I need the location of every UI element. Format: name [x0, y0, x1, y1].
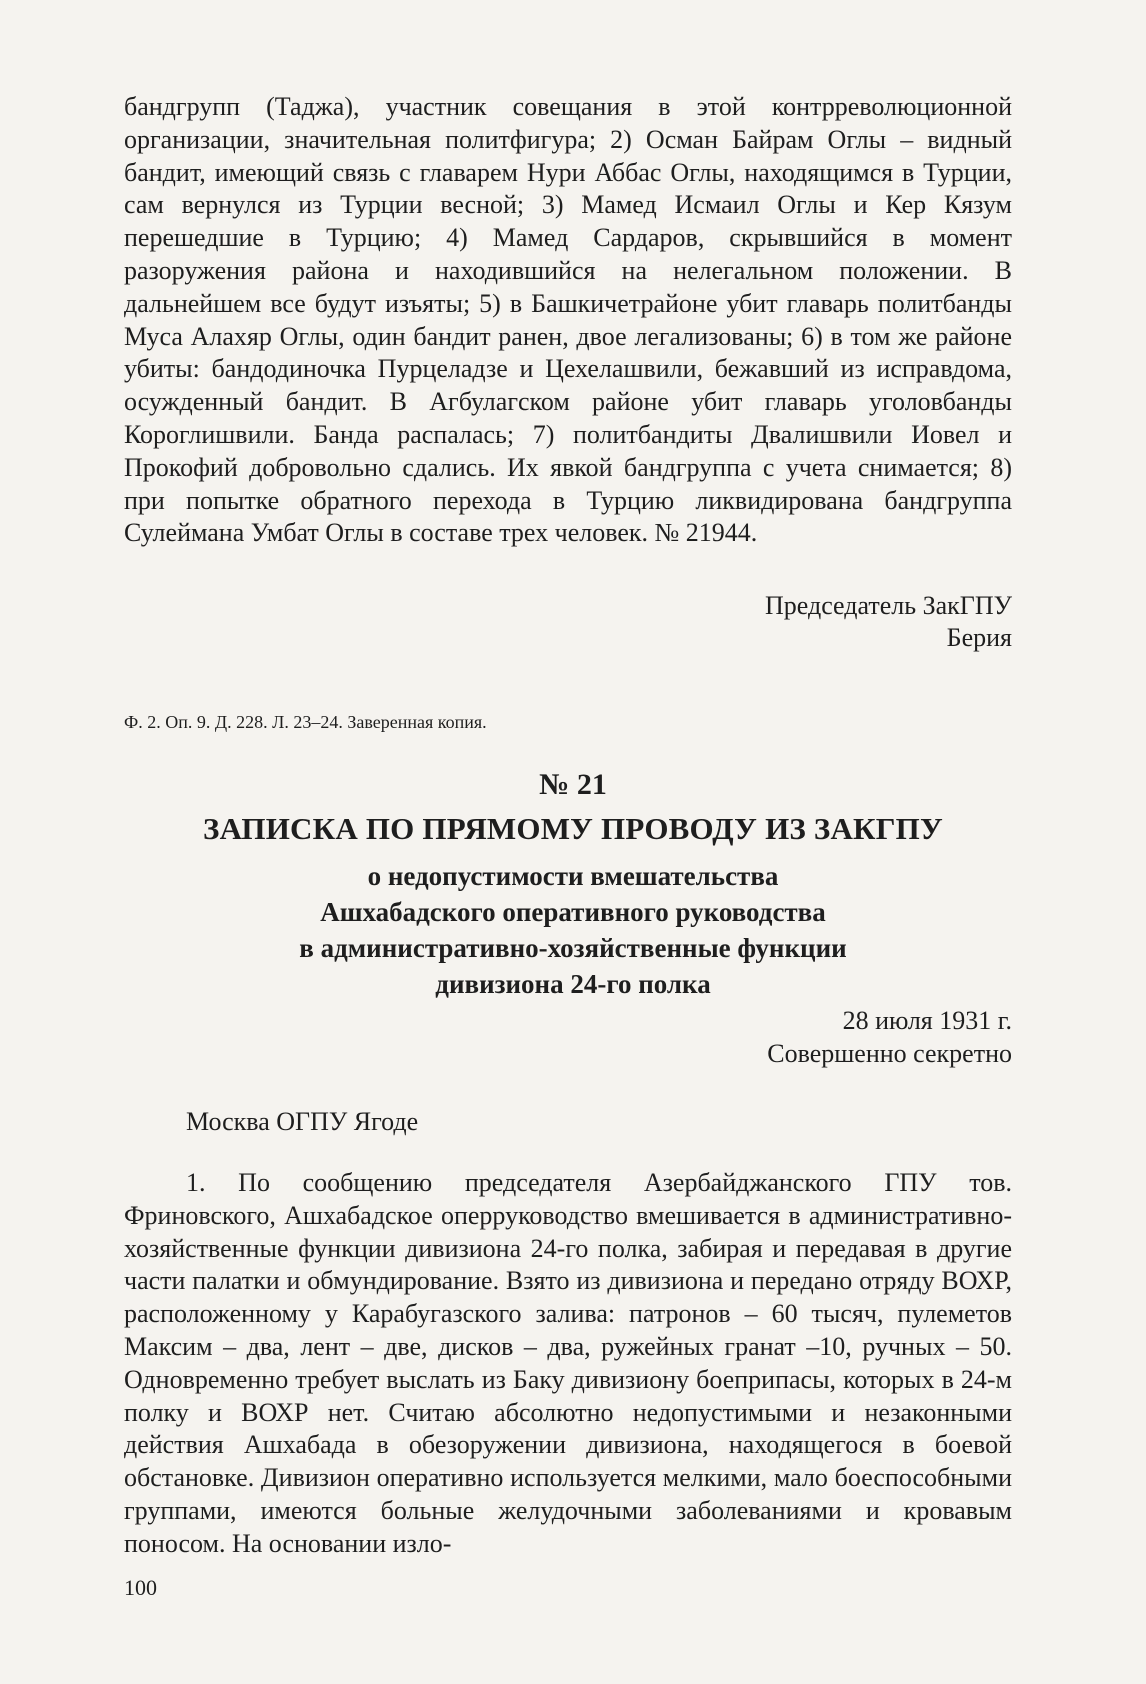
signature-title: Председатель ЗакГПУ: [765, 591, 1012, 620]
dateline: [767, 1004, 1012, 1070]
document-title: ЗАПИСКА ПО ПРЯМОМУ ПРОВОДУ ИЗ ЗАКГПУ: [203, 811, 943, 846]
document-number: № 21: [539, 768, 607, 801]
body-paragraph: 1. По сообщению председателя Азербайджанского ГПУ тов. Фриновского, Ашхабадское оперруководство вмешивается в административно-хозяйственные функции дивизиона 24-го полка, забирая и передавая в другие части палатки и обмундирование. Взято из дивизиона и передано отряду ВОХР, расположенному у Карабугазского залива: патронов – 60 тысяч, пулеметов Максим – два, лент – две, дисков – два, ружейных гранат –10, ручных – 50. Одновременно требует выслать из Баку дивизиону боеприпасы, которых в 24-м полку и ВОХР нет. Считаю абсолютно недопустимыми и незаконными действия Ашхабада в обезоружении дивизиона, находящегося в боевой обстановке. Дивизион оперативно используется мелкими, мало боеспособными группами, имеются больные желудочными заболеваниями и кровавым поносом. На основании изло-: [124, 1168, 1012, 1558]
subtitle-line: в административно-хозяйственные функции: [299, 933, 847, 963]
previous-document-body: [124, 91, 1012, 550]
document-body: [124, 1167, 1012, 1561]
continuation-paragraph: бандгрупп (Таджа), участник совещания в этой контрреволюционной организации, значительная политфигура; 2) Осман Байрам Оглы – видный бандит, имеющий связь с главарем Нури Аббас Оглы, находящимся в Турции, сам вернулся из Турции весной; 3) Мамед Исмаил Оглы и Кер Кязум перешедшие в Турцию; 4) Мамед Сардаров, скрывшийся в момент разоружения района и находившийся на нелегальном положении. В дальнейшем все будут изъяты; 5) в Башкичетрайоне убит главарь политбанды Муса Алахяр Оглы, один бандит ранен, двое легализованы; 6) в том же районе убиты: бандодиночка Пурцеладзе и Цехелашвили, бежавший из исправдома, осужденный бандит. В Агбулагском районе убит главарь уголовбанды Короглишвили. Банда распалась; 7) политбандиты Двалишвили Иовел и Прокофий добровольно сдались. Их явкой бандгруппа с учета снимается; 8) при попытке обратного перехода в Турцию ликвидирована бандгруппа Сулеймана Умбат Оглы в составе трех человек. № 21944.: [124, 92, 1012, 548]
signature-block: [765, 590, 1012, 654]
signature-name: Берия: [946, 623, 1012, 652]
page-number: 100: [124, 1575, 157, 1600]
subtitle-line: дивизиона 24-го полка: [435, 969, 711, 999]
classification-stamp: Совершенно секретно: [767, 1039, 1012, 1068]
subtitle-line: о недопустимости вмешательства: [367, 861, 779, 891]
subtitle-line: Ашхабадского оперативного руководства: [320, 897, 826, 927]
document-date: 28 июля 1931 г.: [842, 1006, 1012, 1035]
addressee: Москва ОГПУ Ягоде: [186, 1107, 419, 1136]
archival-source-note: Ф. 2. Оп. 9. Д. 228. Л. 23–24. Заверенная копия.: [124, 712, 487, 732]
document-subtitle: [0, 858, 1146, 1002]
